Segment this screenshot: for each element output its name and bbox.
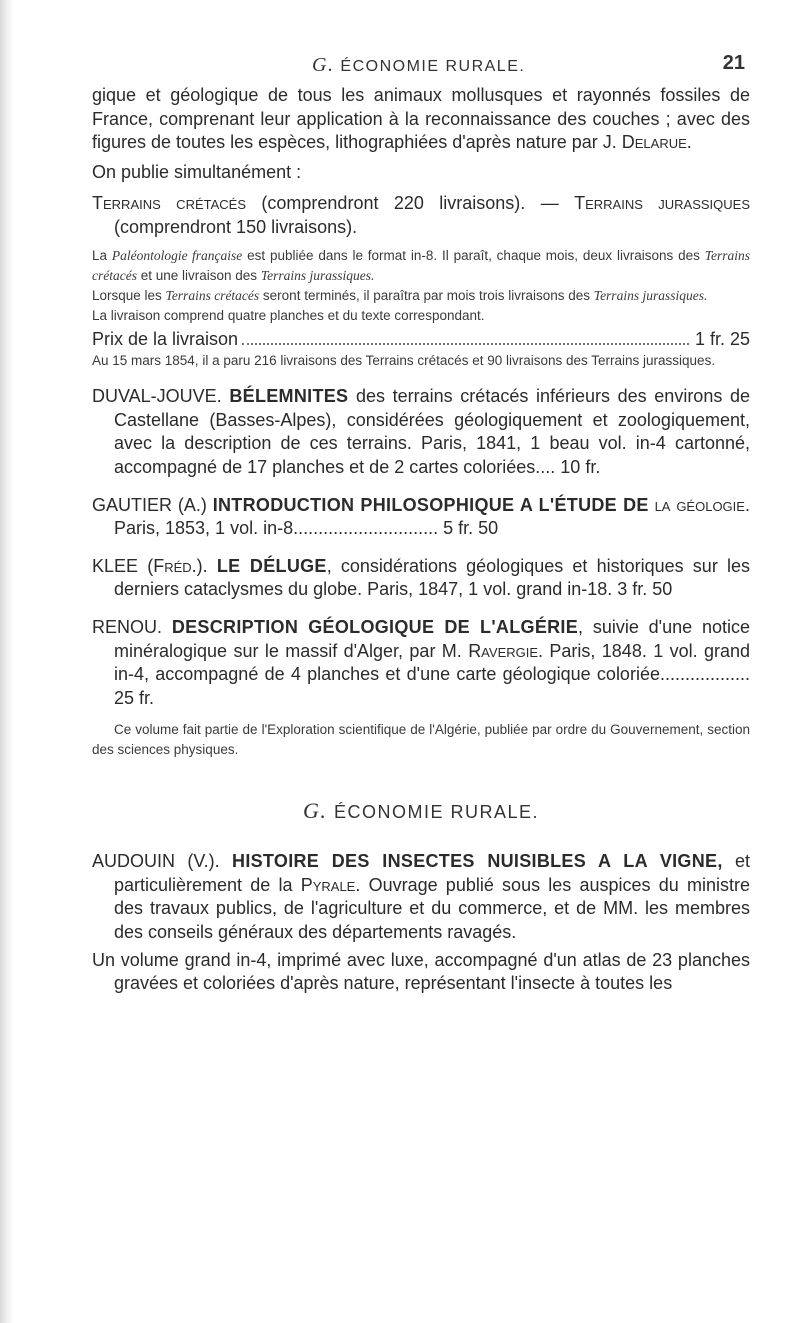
entry-klee: KLEE (Fréd.). LE DÉLUGE, considérations géologiques et historiques sur les derniers cataclysmes du globe. Paris, 1847, 1 vol. grand in-18. 3 fr. 50 <box>92 555 750 600</box>
entry-audouin: AUDOUIN (V.). HISTOIRE DES INSECTES NUISIBLES A LA VIGNE, et particulièrement de la Pyrale. Ouvrage publié sous les auspices du ministre des travaux publics, de l'agriculture et du commerce, et de MM. les membres des conseils généraux des départements ravagés. <box>92 851 750 943</box>
entry-continuation: gique et géologique de tous les animaux mollusques et rayonnés fossiles de France, comprenant leur application à la reconnaissance des couches ; avec des figures de toutes les espèces, lithographiées d'après nature par J. Delarue. <box>92 85 750 153</box>
entry-renou: RENOU. DESCRIPTION GÉOLOGIQUE DE L'ALGÉRIE, suivie d'une notice minéralogique sur le massif d'Alger, par M. Ravergie. Paris, 1848. 1 vol. grand in-4, accompagné de 4 planches et d'une carte géologique coloriée.................. 25 fr. <box>92 616 750 708</box>
note-renou: Ce volume fait partie de l'Exploration scientifique de l'Algérie, publiée par ordre du Gouvernement, section des sciences physiques. <box>92 722 750 758</box>
page-body <box>92 84 750 996</box>
note-content: La livraison comprend quatre planches et du texte correspondant. <box>92 307 485 323</box>
series-list: Terrains crétacés (comprendront 220 livraisons). — Terrains jurassiques (comprendront 150 livraisons). <box>92 193 751 237</box>
running-head-section: G. ÉCONOMIE RURALE. <box>312 54 526 76</box>
price-line: Prix de la livraison 1 fr. 25 <box>92 328 750 349</box>
publication-note: On publie simultanément : <box>92 161 302 182</box>
page-edge-shadow <box>0 0 14 1323</box>
entry-audouin-description: Un volume grand in-4, imprimé avec luxe, accompagné d'un atlas de 23 planches gravées et coloriées d'après nature, représentant l'insecte à toutes les <box>92 949 750 994</box>
page-number: 21 <box>722 52 745 74</box>
section-heading: G. ÉCONOMIE RURALE. <box>303 798 539 824</box>
entry-duval-jouve: DUVAL-JOUVE. BÉLEMNITES des terrains crétacés inférieurs des environs de Castellane (Basses-Alpes), considérées géologiquement et zoologiquement, avec la description de ces terrains. Paris, 1841, 1 beau vol. in-4 cartonné, accompagné de 17 planches et de 2 cartes coloriées.... 10 fr. <box>92 386 750 477</box>
running-head <box>0 50 801 78</box>
note-format: La Paléontologie française est publiée dans le format in-8. Il paraît, chaque mois, deux livraisons des Terrains crétacés et une livraison des Terrains jurassiques. <box>92 247 750 283</box>
note-published: Au 15 mars 1854, il a paru 216 livraisons des Terrains crétacés et 90 livraisons des Terrains jurassiques. <box>92 353 716 369</box>
note-schedule: Lorsque les Terrains crétacés seront terminés, il paraîtra par mois trois livraisons des Terrains jurassiques. <box>92 287 708 303</box>
entry-gautier: GAUTIER (A.) INTRODUCTION PHILOSOPHIQUE A L'ÉTUDE DE la géologie. Paris, 1853, 1 vol. in-8............................. 5 fr. 50 <box>92 494 750 539</box>
